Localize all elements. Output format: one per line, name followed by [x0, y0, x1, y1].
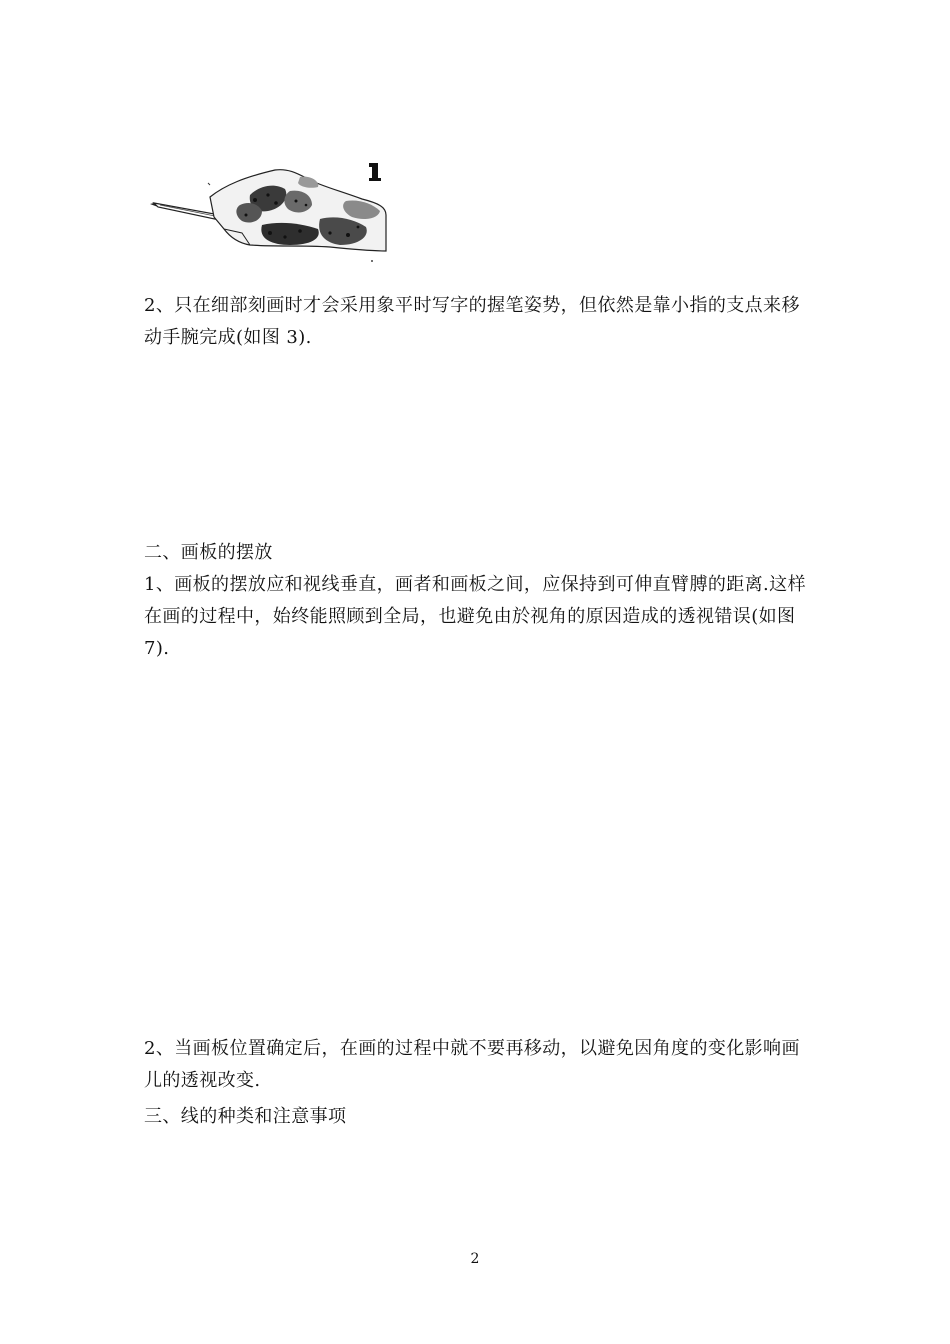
hand-holding-pencil-illustration [150, 155, 390, 265]
paragraph-section2-item1: 1、画板的摆放应和视线垂直，画者和画板之间，应保持到可伸直臂膊的距离.这样在画的过程中，始终能照顾到全局，也避免由於视角的原因造成的透视错误(如图 7). [144, 574, 806, 659]
section2-heading: 二、画板的摆放 [144, 542, 273, 563]
page-number: 2 [470, 1251, 480, 1267]
paragraph-section2-item2: 2、当画板位置确定后，在画的过程中就不要再移动，以避免因角度的变化影响画儿的透视改变. [144, 1038, 800, 1091]
paragraph-section1-item2: 2、只在细部刻画时才会采用象平时写字的握笔姿势，但依然是靠小指的支点来移动手腕完成(如图 3). [144, 295, 800, 348]
section3-heading: 三、线的种类和注意事项 [144, 1106, 347, 1127]
